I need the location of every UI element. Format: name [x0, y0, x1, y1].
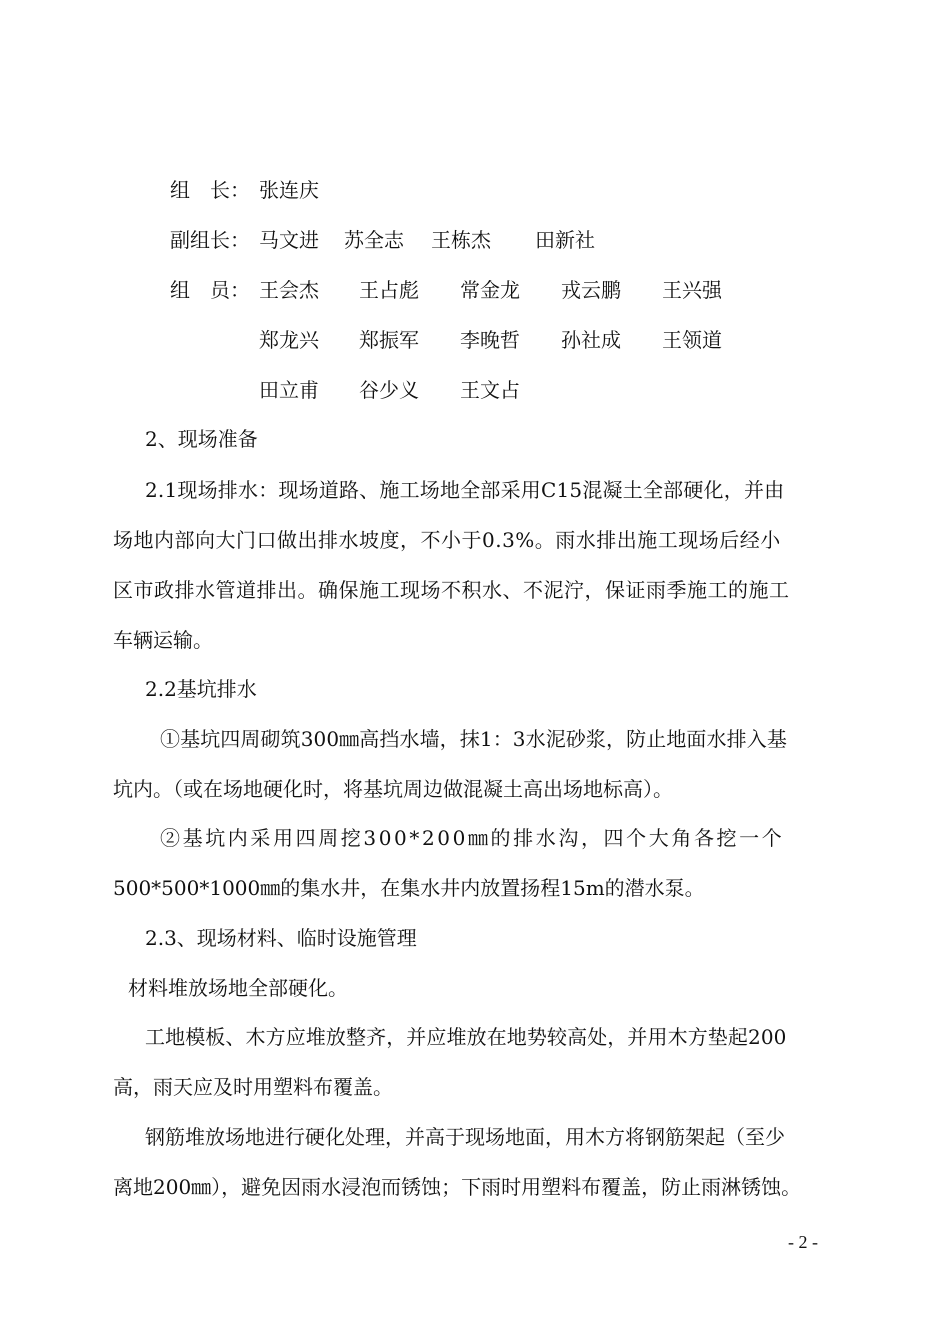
- paragraph-line: 材料堆放场地全部硬化。: [128, 976, 348, 1000]
- member-name: 郑龙兴: [259, 328, 319, 352]
- paragraph-line: 场地内部向大门口做出排水坡度，不小于0.3%。雨水排出施工现场后经小: [113, 528, 781, 552]
- paragraph-line: 车辆运输。: [113, 628, 213, 652]
- member-name: 王占彪: [359, 278, 419, 302]
- member-name: 李晚哲: [460, 328, 520, 352]
- paragraph-line: 钢筋堆放场地进行硬化处理，并高于现场地面，用木方将钢筋架起（至少: [145, 1125, 785, 1149]
- paragraph-line: 工地模板、木方应堆放整齐，并应堆放在地势较高处，并用木方垫起200: [145, 1025, 787, 1049]
- member-name: 谷少义: [359, 378, 419, 402]
- member-name: 王会杰: [259, 278, 319, 302]
- member-name: 王领道: [662, 328, 722, 352]
- member-name: 郑振军: [359, 328, 419, 352]
- section-heading: 2、现场准备: [145, 427, 258, 451]
- paragraph-line: 高，雨天应及时用塑料布覆盖。: [113, 1075, 393, 1099]
- section-heading: 2.2基坑排水: [145, 677, 257, 701]
- paragraph-line: 区市政排水管道排出。确保施工现场不积水、不泥泞，保证雨季施工的施工: [113, 578, 790, 602]
- member-name: 戎云鹏: [561, 278, 621, 302]
- member-name: 常金龙: [460, 278, 520, 302]
- paragraph-line: ①基坑四周砌筑300㎜高挡水墙，抹1：3水泥砂浆，防止地面水排入基: [160, 727, 787, 751]
- deputy-name: 马文进: [259, 228, 319, 252]
- leader-name: 张连庆: [259, 178, 319, 202]
- deputy-label: 副组长：: [170, 228, 250, 252]
- paragraph-line: ②基坑内采用四周挖300*200㎜的排水沟，四个大角各挖一个: [160, 826, 785, 850]
- member-name: 田立甫: [259, 378, 319, 402]
- page-number: - 2 -: [788, 1232, 818, 1252]
- paragraph-line: 坑内。（或在场地硬化时，将基坑周边做混凝土高出场地标高）。: [113, 777, 673, 801]
- paragraph-line: 500*500*1000㎜的集水井，在集水井内放置扬程15m的潜水泵。: [113, 876, 705, 900]
- members-label: 组 员：: [170, 278, 250, 302]
- member-name: 王兴强: [662, 278, 722, 302]
- deputy-name: 田新社: [535, 228, 595, 252]
- member-name: 王文占: [460, 378, 520, 402]
- deputy-name: 王栋杰: [431, 228, 491, 252]
- leader-label: 组 长：: [170, 178, 250, 202]
- paragraph-line: 离地200㎜），避免因雨水浸泡而锈蚀；下雨时用塑料布覆盖，防止雨淋锈蚀。: [113, 1175, 802, 1199]
- deputy-name: 苏全志: [344, 228, 404, 252]
- paragraph-line: 2.1现场排水：现场道路、施工场地全部采用C15混凝土全部硬化，并由: [145, 478, 785, 502]
- section-heading: 2.3、现场材料、临时设施管理: [145, 926, 417, 950]
- member-name: 孙社成: [561, 328, 621, 352]
